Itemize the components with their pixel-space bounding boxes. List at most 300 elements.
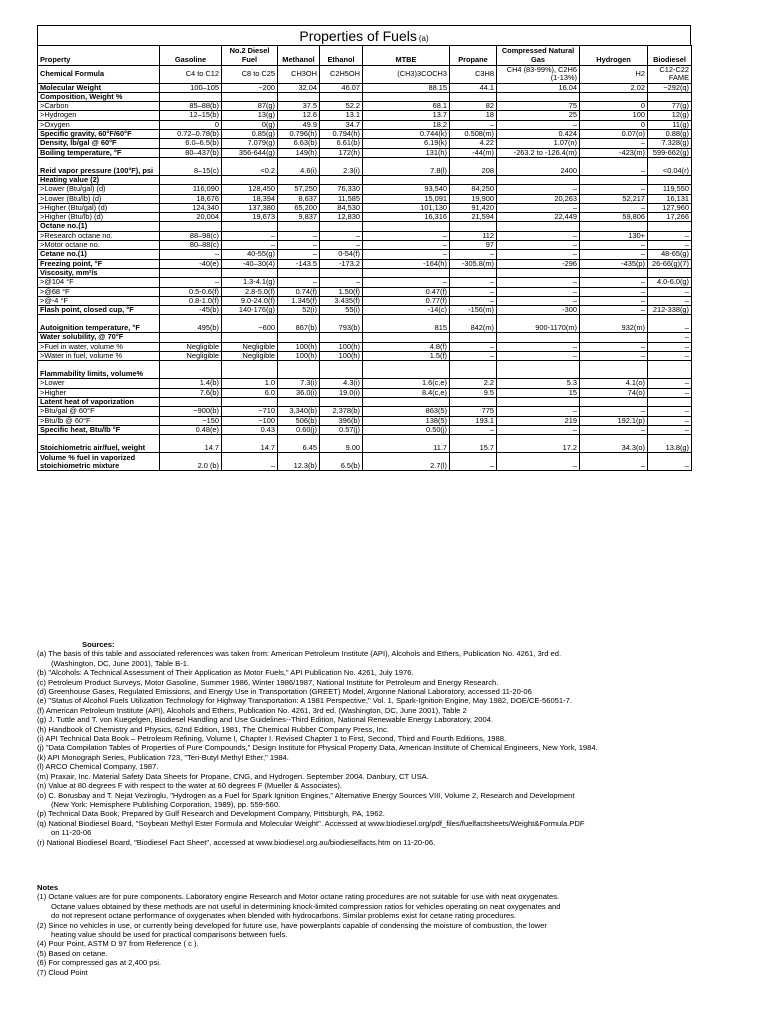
table-cell (580, 268, 648, 277)
property-label: >Lower (Btu/lb) (d) (38, 194, 160, 203)
table-cell (222, 175, 278, 184)
table-cell: 0(g) (222, 120, 278, 129)
column-header: Gasoline (160, 46, 222, 66)
table-cell: 74(o) (580, 388, 648, 397)
property-label: Reid vapor pressure (100°F), psi (38, 157, 160, 175)
table-cell: 0.50(j) (363, 425, 450, 434)
table-cell: 11(g) (648, 120, 692, 129)
table-cell (648, 268, 692, 277)
table-cell: 0.72–0.78(b) (160, 130, 222, 139)
source-line: (p) Technical Data Book, Prepared by Gulf Research and Development Company, Pittsburgh, PA, 1962. (37, 809, 385, 819)
table-cell: C8 to C25 (222, 66, 278, 84)
source-line: (f) American Petroleum Institute (API), Alcohols and Ethers, Publication No. 4261, 3rd ed. (Washington, DC, June 2001), Table 2 (37, 705, 467, 715)
property-label: >Lower (38, 379, 160, 388)
source-line: (a) The basis of this table and associated references was taken from: American Petroleum Institute (API), Alcohols and Ethers, Publication No. 4261, 3rd ed. (37, 649, 562, 659)
table-cell: – (580, 241, 648, 250)
table-cell (450, 222, 497, 231)
table-cell: 1.345(f) (278, 296, 320, 305)
table-cell: 1.07(n) (497, 139, 580, 148)
table-cell: 149(h) (278, 148, 320, 157)
property-label: Stoichiometric air/fuel, weight (38, 435, 160, 453)
table-cell: 208 (450, 157, 497, 175)
table-cell: – (580, 278, 648, 287)
table-cell (320, 361, 363, 379)
table-cell: – (580, 139, 648, 148)
table-cell: – (450, 250, 497, 259)
table-cell: – (648, 342, 692, 351)
table-cell: – (278, 278, 320, 287)
table-cell: 212-338(g) (648, 306, 692, 315)
property-label: >Research octane no. (38, 231, 160, 240)
table-cell: 12,830 (320, 213, 363, 222)
table-cell: 6.5(b) (320, 453, 363, 471)
table-cell: – (580, 352, 648, 361)
table-cell: 2.02 (580, 83, 648, 92)
table-cell: 40-55(g) (222, 250, 278, 259)
table-cell: 20,004 (160, 213, 222, 222)
source-line: (h) Handbook of Chemistry and Physics, 62nd Edition, 1981, The Chemical Rubber Company Press, Inc. (37, 724, 389, 734)
table-cell: – (648, 407, 692, 416)
source-line: (j) "Data Compilation Tables of Properties of Pure Compounds," Design Institute for Physical Property Data, American Institute of Chemical Engineers, New York, 1984. (37, 743, 598, 753)
note-line: (1) Octane values are for pure components. Laboratory engine Research and Motor octane rating procedures are not suitable for use with neat oxygenates. (37, 892, 560, 902)
table-row (38, 352, 692, 361)
source-line: (r) National Biodiesel Board, "Biodiesel Fact Sheet", accessed at www.biodiesel.org.au/biodieselfacts.htm on 11-20-06. (37, 837, 436, 847)
table-cell (497, 92, 580, 101)
table-cell: 0 (580, 102, 648, 111)
table-cell: 0.5-0.6(f) (160, 287, 222, 296)
table-cell (160, 92, 222, 101)
table-cell: 2.3(i) (320, 157, 363, 175)
header-row (38, 46, 692, 66)
table-cell: 100(h) (278, 352, 320, 361)
table-cell: 7.079(g) (222, 139, 278, 148)
table-cell: (CH3)3COCH3 (363, 66, 450, 84)
column-header: No.2 Diesel Fuel (222, 46, 278, 66)
table-cell: 6.0–6.5(b) (160, 139, 222, 148)
table-cell: 775 (450, 407, 497, 416)
table-cell: 17,266 (648, 213, 692, 222)
table-cell: – (450, 296, 497, 305)
table-cell: 0.47(f) (363, 287, 450, 296)
table-row (38, 222, 692, 231)
table-cell: – (497, 185, 580, 194)
table-cell: – (648, 333, 692, 342)
table-cell: 4.0-6.0(g) (648, 278, 692, 287)
table-cell: 100(h) (320, 352, 363, 361)
notes-heading: Notes (37, 883, 59, 892)
table-cell: 13.1 (320, 111, 363, 120)
table-cell: -143.5 (278, 259, 320, 268)
table-cell (320, 92, 363, 101)
table-cell: – (497, 231, 580, 240)
table-cell: 80–437(b) (160, 148, 222, 157)
table-cell: 46.07 (320, 83, 363, 92)
table-cell: 842(m) (450, 315, 497, 333)
table-row (38, 203, 692, 212)
table-cell: 0.424 (497, 130, 580, 139)
table-cell (580, 222, 648, 231)
table-cell: – (320, 231, 363, 240)
source-line: (k) API Monograph Series, Publication 723, "Teri-Butyl Methyl Ether," 1984. (37, 752, 289, 762)
table-cell (648, 175, 692, 184)
table-cell: 6.61(b) (320, 139, 363, 148)
table-cell: 100(h) (320, 342, 363, 351)
table-row (38, 435, 692, 453)
table-cell: C4 to C12 (160, 66, 222, 84)
table-cell: 97 (450, 241, 497, 250)
table-cell: 18.2 (363, 120, 450, 129)
property-label: >Motor octane no. (38, 241, 160, 250)
table-cell: 84,250 (450, 185, 497, 194)
source-line: (l) ARCO Chemical Company, 1987. (37, 762, 159, 772)
table-cell: 867(b) (278, 315, 320, 333)
table-row (38, 388, 692, 397)
table-cell: 0.43 (222, 425, 278, 434)
table-row (38, 83, 692, 92)
table-row (38, 250, 692, 259)
source-line: (i) API Technical Data Book – Petroleum Refining, Volume I, Chapter I. Revised Chapter 1 to First, Second, Third and Fourth Editions, 1988. (37, 734, 507, 744)
column-header: Propane (450, 46, 497, 66)
table-cell (648, 92, 692, 101)
table-row (38, 416, 692, 425)
property-label: >Higher (Btu/gal) (d) (38, 203, 160, 212)
table-cell (363, 333, 450, 342)
table-cell: 12–15(b) (160, 111, 222, 120)
table-cell: – (450, 342, 497, 351)
table-cell (497, 268, 580, 277)
sources-heading: Sources: (82, 640, 115, 649)
table-cell: 0.744(k) (363, 130, 450, 139)
table-cell: 1.3-4.1(g) (222, 278, 278, 287)
table-cell: 4.1(o) (580, 379, 648, 388)
property-label: >Higher (38, 388, 160, 397)
column-header: Property (38, 46, 160, 66)
table-cell: ~150 (160, 416, 222, 425)
table-cell: – (278, 250, 320, 259)
source-line: (g) J. Tuttle and T. von Kuegelgen, Biodiesel Handling and Use Guidelines--Third Edition, National Renewable Energy Laboratory, 2004. (37, 715, 494, 725)
table-cell: 9.00 (320, 435, 363, 453)
table-cell: 8,637 (278, 194, 320, 203)
table-cell: – (497, 425, 580, 434)
table-row (38, 397, 692, 406)
table-cell: 0.796(h) (278, 130, 320, 139)
table-cell: 52(i) (278, 306, 320, 315)
table-cell (648, 361, 692, 379)
table-cell: – (278, 231, 320, 240)
table-cell: 12(g) (648, 111, 692, 120)
table-row (38, 268, 692, 277)
table-cell (222, 397, 278, 406)
table-cell (497, 175, 580, 184)
property-label: >@-4 °F (38, 296, 160, 305)
table-cell (320, 268, 363, 277)
table-cell: 17.2 (497, 435, 580, 453)
table-cell: 128,450 (222, 185, 278, 194)
table-cell (450, 92, 497, 101)
table-cell: ~600 (222, 315, 278, 333)
table-cell: 19,673 (222, 213, 278, 222)
table-cell: – (580, 157, 648, 175)
table-cell: 48-65(g) (648, 250, 692, 259)
table-cell: 0.77(f) (363, 296, 450, 305)
table-cell: 815 (363, 315, 450, 333)
table-cell: – (450, 120, 497, 129)
column-header: MTBE (363, 46, 450, 66)
table-cell: – (222, 453, 278, 471)
property-label: Autoignition temperature, °F (38, 315, 160, 333)
table-row (38, 66, 692, 84)
table-cell: – (160, 278, 222, 287)
table-cell: – (580, 296, 648, 305)
table-cell: 57,250 (278, 185, 320, 194)
column-header: Compressed Natural Gas (497, 46, 580, 66)
table-cell: Negligible (160, 342, 222, 351)
fuel-properties-table (37, 45, 692, 471)
property-label: Octane no.(1) (38, 222, 160, 231)
table-cell: ~900(b) (160, 407, 222, 416)
table-cell: 16.04 (497, 83, 580, 92)
table-cell: 2400 (497, 157, 580, 175)
table-cell: 932(m) (580, 315, 648, 333)
property-label: Volume % fuel in vaporized stoichiometric mixture (38, 453, 160, 471)
table-cell (497, 397, 580, 406)
table-cell (320, 333, 363, 342)
table-row (38, 148, 692, 157)
table-cell: 59,806 (580, 213, 648, 222)
table-cell: 34.7 (320, 120, 363, 129)
table-cell: 22,449 (497, 213, 580, 222)
table-cell: 3,340(b) (278, 407, 320, 416)
table-row (38, 102, 692, 111)
table-cell: 140-176(g) (222, 306, 278, 315)
table-cell: – (497, 407, 580, 416)
sources-list (37, 649, 717, 847)
table-cell (450, 397, 497, 406)
table-row (38, 259, 692, 268)
table-row (38, 453, 692, 471)
table-cell: 4.3(i) (320, 379, 363, 388)
table-cell (278, 92, 320, 101)
table-cell: – (648, 296, 692, 305)
table-cell: – (497, 453, 580, 471)
table-cell: 65,200 (278, 203, 320, 212)
column-header: Hydrogen (580, 46, 648, 66)
table-cell (222, 268, 278, 277)
table-row (38, 185, 692, 194)
table-cell: 6.19(k) (363, 139, 450, 148)
table-cell: 16,131 (648, 194, 692, 203)
table-cell (278, 397, 320, 406)
table-cell (160, 361, 222, 379)
table-cell: 14.7 (222, 435, 278, 453)
property-label: Cetane no.(1) (38, 250, 160, 259)
table-cell (363, 268, 450, 277)
table-cell: – (497, 342, 580, 351)
table-cell: 0.8-1.0(f) (160, 296, 222, 305)
table-cell: 19,900 (450, 194, 497, 203)
table-cell: 138(5) (363, 416, 450, 425)
table-cell: – (278, 241, 320, 250)
property-label: >Oxygen (38, 120, 160, 129)
table-cell: 11,585 (320, 194, 363, 203)
table-cell: 2.2 (450, 379, 497, 388)
table-cell: CH3OH (278, 66, 320, 84)
table-cell: 13.8(g) (648, 435, 692, 453)
table-cell: 20,263 (497, 194, 580, 203)
table-cell (648, 397, 692, 406)
note-line: (7) Cloud Point (37, 967, 88, 977)
table-cell: 9.5 (450, 388, 497, 397)
table-cell: – (648, 425, 692, 434)
table-cell: 15,091 (363, 194, 450, 203)
table-cell (278, 175, 320, 184)
table-cell: – (222, 231, 278, 240)
table-cell: Negligible (222, 352, 278, 361)
table-cell: 12.6 (278, 111, 320, 120)
table-cell: <0.2 (222, 157, 278, 175)
table-cell: 1.4(b) (160, 379, 222, 388)
table-cell: 2,378(b) (320, 407, 363, 416)
table-cell: 87(g) (222, 102, 278, 111)
table-cell: 7.6(b) (160, 388, 222, 397)
property-label: >@68 °F (38, 287, 160, 296)
table-cell: -164(h) (363, 259, 450, 268)
table-cell: – (497, 296, 580, 305)
table-cell: CH4 (83-99%), C2H6 (1-13%) (497, 66, 580, 84)
property-label: Boiling temperature, °F (38, 148, 160, 157)
table-title (37, 25, 691, 45)
table-cell: 0.508(m) (450, 130, 497, 139)
table-cell: 4.8(f) (363, 342, 450, 351)
table-cell: -14(c) (363, 306, 450, 315)
table-cell (160, 175, 222, 184)
table-cell: – (648, 352, 692, 361)
note-line: (6) For compressed gas at 2,400 psi. (37, 958, 162, 968)
table-cell (278, 222, 320, 231)
table-cell: ~100 (222, 416, 278, 425)
table-row (38, 296, 692, 305)
title-text: Properties of Fuels (299, 28, 417, 44)
table-cell: – (580, 185, 648, 194)
table-cell: 2.7(l) (363, 453, 450, 471)
source-line: (New York: Hemisphere Publishing Corporation, 1989), pp. 559-560. (51, 799, 281, 809)
table-cell: 88.15 (363, 83, 450, 92)
table-cell: 19.0(i) (320, 388, 363, 397)
table-cell (278, 268, 320, 277)
table-cell: 100 (580, 111, 648, 120)
property-label: >Fuel in water, volume % (38, 342, 160, 351)
table-cell (648, 222, 692, 231)
table-cell: 0.794(h) (320, 130, 363, 139)
table-cell: 0.74(f) (278, 287, 320, 296)
table-cell: 0.85(g) (222, 130, 278, 139)
table-cell: – (160, 250, 222, 259)
table-row (38, 213, 692, 222)
table-row (38, 407, 692, 416)
table-cell: 15.7 (450, 435, 497, 453)
source-line: (o) C. Borusbay and T. Nejat Veziroglu, "Hydrogen as a Fuel for Spark Ignition Engines," Alternative Energy Sources VIII, Volume 2, Research and Development (37, 790, 575, 800)
column-header: Methanol (278, 46, 320, 66)
table-cell (363, 361, 450, 379)
table-cell: – (450, 278, 497, 287)
table-cell: 21,594 (450, 213, 497, 222)
property-label: >Hydrogen (38, 111, 160, 120)
note-line: (5) Based on cetane. (37, 948, 108, 958)
table-cell: 52.2 (320, 102, 363, 111)
table-cell: 0-54(f) (320, 250, 363, 259)
source-line: (Washington, DC, June 2001), Table B-1. (51, 658, 190, 668)
table-cell: – (363, 241, 450, 250)
table-cell: 4.6(i) (278, 157, 320, 175)
table-cell: 18,676 (160, 194, 222, 203)
table-cell (580, 361, 648, 379)
column-header: Biodiesel (648, 46, 692, 66)
table-cell: 0.57(j) (320, 425, 363, 434)
table-cell: – (648, 453, 692, 471)
table-cell (363, 397, 450, 406)
table-body (38, 66, 692, 471)
table-row (38, 194, 692, 203)
table-cell: 12.3(b) (278, 453, 320, 471)
table-cell: 77(g) (648, 102, 692, 111)
table-cell (580, 397, 648, 406)
table-cell: 88–98(c) (160, 231, 222, 240)
table-cell: 172(h) (320, 148, 363, 157)
table-cell: – (580, 453, 648, 471)
table-cell (320, 175, 363, 184)
table-cell: – (497, 120, 580, 129)
table-cell (222, 333, 278, 342)
table-cell (497, 333, 580, 342)
table-row (38, 306, 692, 315)
table-cell: – (580, 342, 648, 351)
table-row (38, 287, 692, 296)
table-row (38, 139, 692, 148)
table-cell: – (648, 379, 692, 388)
table-cell: 396(b) (320, 416, 363, 425)
table-cell: -45(b) (160, 306, 222, 315)
table-cell: 4.22 (450, 139, 497, 148)
table-cell (580, 333, 648, 342)
property-label: >Higher (Btu/lb) (d) (38, 213, 160, 222)
property-label: Viscosity, mm²/s (38, 268, 160, 277)
table-cell: 1.5(f) (363, 352, 450, 361)
table-row (38, 241, 692, 250)
table-cell: – (648, 315, 692, 333)
table-cell: 116,090 (160, 185, 222, 194)
table-cell: 9,837 (278, 213, 320, 222)
table-cell: -435(p) (580, 259, 648, 268)
notes-list (37, 892, 717, 977)
table-cell: – (363, 231, 450, 240)
source-line: on 11-20-06 (51, 828, 92, 838)
table-row (38, 175, 692, 184)
table-row (38, 278, 692, 287)
table-cell: 34.3(o) (580, 435, 648, 453)
source-line: (e) "Status of Alcohol Fuels Utilization Technology for Highway Transportation: A 1981 Perspective," Vol. 1, Spark-Ignition Engine, May 1982, DOE/CE-56051-7. (37, 696, 572, 706)
table-cell: 32.04 (278, 83, 320, 92)
property-label: Density, lb/gal @ 60°F (38, 139, 160, 148)
table-cell: 863(5) (363, 407, 450, 416)
table-cell: 52,217 (580, 194, 648, 203)
table-cell: 0 (580, 120, 648, 129)
table-cell: -44(m) (450, 148, 497, 157)
table-cell: 9.0-24.0(f) (222, 296, 278, 305)
table-cell: 5.3 (497, 379, 580, 388)
table-cell: -300 (497, 306, 580, 315)
table-cell: Negligible (160, 352, 222, 361)
property-label: Freezing point, °F (38, 259, 160, 268)
